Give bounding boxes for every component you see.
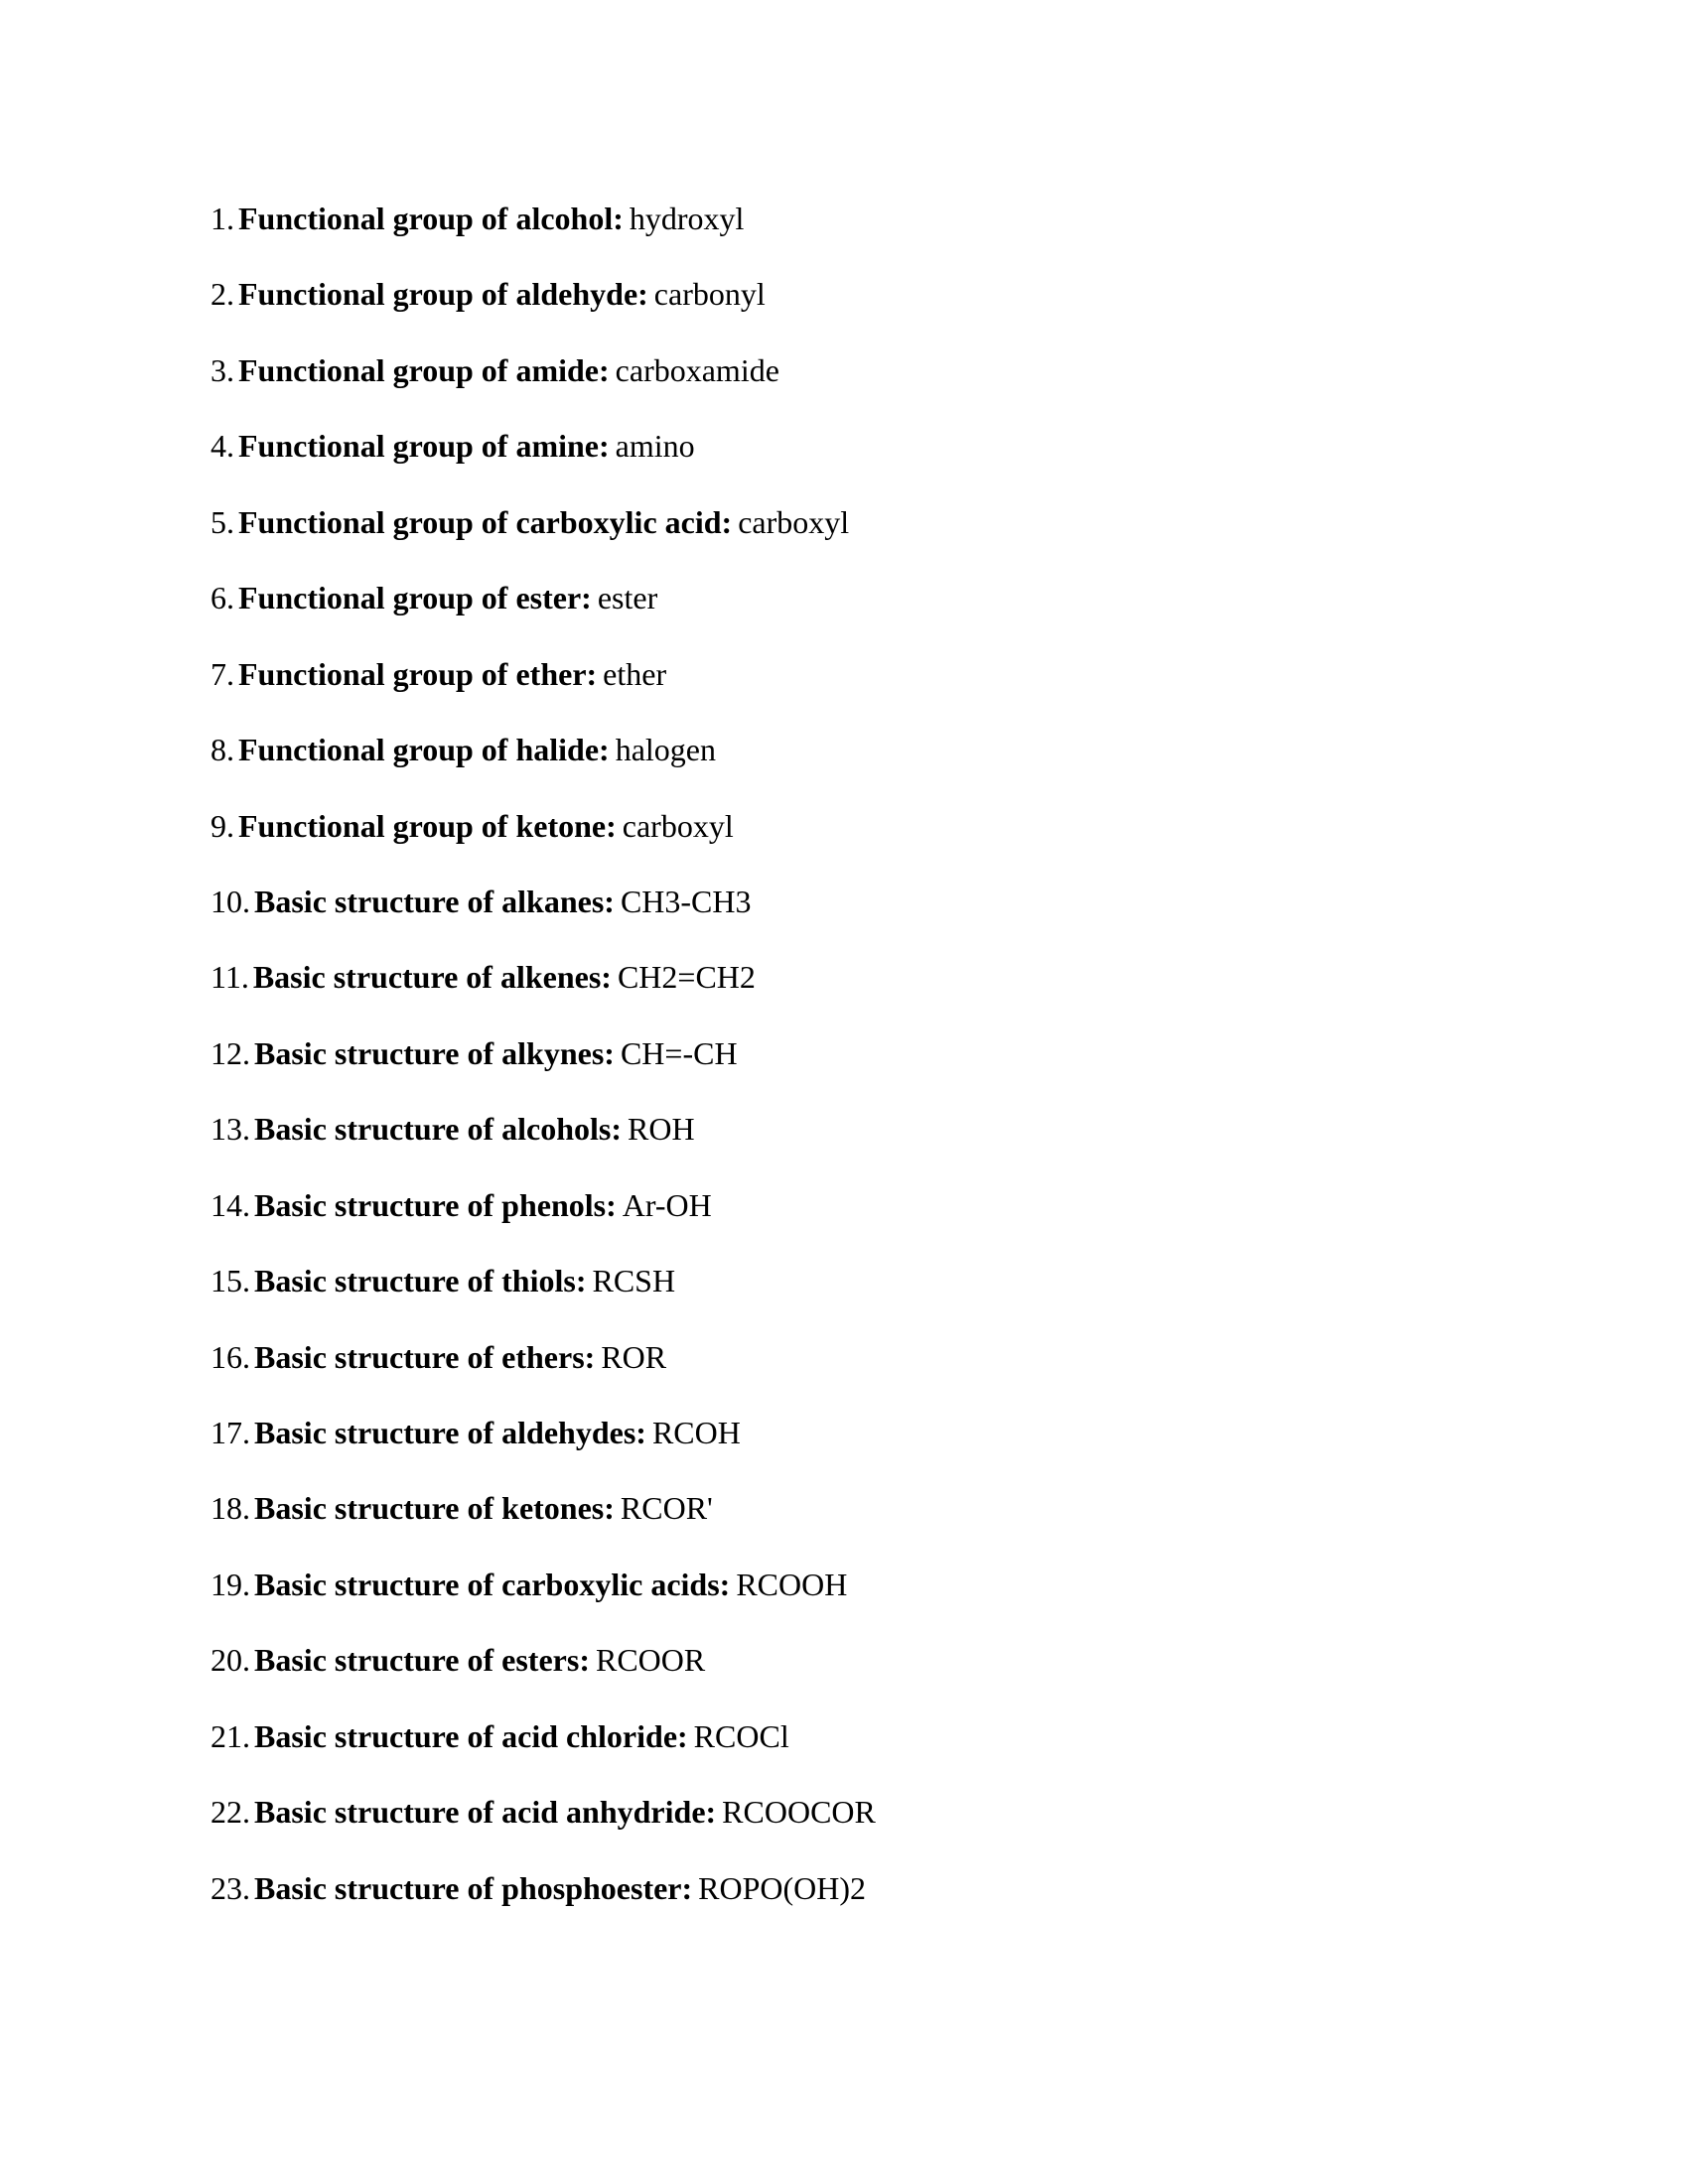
list-item <box>211 1712 876 1788</box>
item-label: Basic structure of alkenes: <box>252 959 612 996</box>
item-list <box>211 195 876 1940</box>
item-value: RCSH <box>592 1263 676 1299</box>
item-number: 9. <box>211 807 234 844</box>
list-item <box>211 1181 876 1257</box>
item-number: 14. <box>211 1186 250 1223</box>
item-number: 5. <box>211 503 234 540</box>
item-number: 13. <box>211 1111 250 1148</box>
item-label: Basic structure of thiols: <box>254 1263 587 1299</box>
item-number: 6. <box>211 580 234 616</box>
item-value: ester <box>597 580 658 616</box>
item-value: Ar-OH <box>622 1186 712 1223</box>
item-number: 23. <box>211 1869 250 1906</box>
item-label: Basic structure of alkanes: <box>254 883 615 919</box>
list-item <box>211 270 876 345</box>
item-value: RCOCl <box>693 1717 789 1754</box>
item-label: Basic structure of phenols: <box>254 1186 617 1223</box>
item-number: 20. <box>211 1642 250 1679</box>
item-number: 10. <box>211 883 250 919</box>
item-value: halogen <box>615 732 716 768</box>
item-label: Functional group of carboxylic acid: <box>238 503 733 540</box>
item-value: hydroxyl <box>629 201 745 236</box>
list-item <box>211 650 876 726</box>
item-label: Functional group of aldehyde: <box>238 276 648 313</box>
list-item <box>211 802 876 878</box>
item-number: 22. <box>211 1794 250 1831</box>
item-value: RCOOCOR <box>722 1794 876 1831</box>
item-value: carboxyl <box>738 503 850 540</box>
item-number: 2. <box>211 276 234 313</box>
item-number: 3. <box>211 351 234 388</box>
item-number: 4. <box>211 428 234 465</box>
list-item <box>211 1257 876 1332</box>
list-item <box>211 574 876 649</box>
item-number: 11. <box>211 959 249 996</box>
item-value: RCOOH <box>736 1566 848 1602</box>
list-item <box>211 498 876 574</box>
item-number: 17. <box>211 1415 250 1450</box>
item-value: ROPO(OH)2 <box>698 1869 867 1906</box>
item-value: carboxyl <box>622 807 734 844</box>
item-label: Functional group of halide: <box>238 732 610 768</box>
item-value: RCOR' <box>620 1490 713 1527</box>
list-item <box>211 195 876 270</box>
list-item <box>211 1484 876 1560</box>
item-label: Functional group of ketone: <box>238 807 617 844</box>
list-item <box>211 346 876 422</box>
item-value: RCOOR <box>595 1642 706 1679</box>
item-label: Basic structure of acid chloride: <box>254 1717 688 1754</box>
item-label: Basic structure of alkynes: <box>254 1034 615 1071</box>
item-label: Basic structure of ketones: <box>254 1490 615 1527</box>
item-label: Basic structure of acid anhydride: <box>254 1794 717 1831</box>
list-item <box>211 422 876 497</box>
item-number: 7. <box>211 655 234 692</box>
item-label: Functional group of alcohol: <box>238 201 624 236</box>
list-item <box>211 1561 876 1636</box>
list-item <box>211 878 876 953</box>
list-item <box>211 1788 876 1863</box>
item-number: 1. <box>211 201 234 236</box>
item-number: 18. <box>211 1490 250 1527</box>
list-item <box>211 726 876 801</box>
item-label: Functional group of ester: <box>238 580 592 616</box>
item-value: amino <box>615 428 695 465</box>
item-number: 19. <box>211 1566 250 1602</box>
item-label: Basic structure of aldehydes: <box>254 1415 646 1450</box>
item-value: CH2=CH2 <box>617 959 756 996</box>
item-label: Basic structure of alcohols: <box>254 1111 623 1148</box>
item-label: Basic structure of phosphoester: <box>254 1869 693 1906</box>
item-value: carboxamide <box>615 351 779 388</box>
list-item <box>211 1409 876 1484</box>
list-item <box>211 1105 876 1180</box>
list-item <box>211 1029 876 1105</box>
list-item <box>211 1333 876 1409</box>
item-number: 21. <box>211 1717 250 1754</box>
item-label: Basic structure of esters: <box>254 1642 590 1679</box>
item-label: Basic structure of ethers: <box>254 1338 596 1375</box>
item-label: Functional group of ether: <box>238 655 598 692</box>
item-value: ROR <box>601 1338 667 1375</box>
item-label: Functional group of amine: <box>238 428 610 465</box>
item-label: Functional group of amide: <box>238 351 610 388</box>
list-item <box>211 1636 876 1711</box>
list-item <box>211 1864 876 1940</box>
item-value: CH3-CH3 <box>620 883 752 919</box>
item-label: Basic structure of carboxylic acids: <box>254 1566 731 1602</box>
list-item <box>211 953 876 1028</box>
item-value: RCOH <box>651 1415 741 1450</box>
item-number: 16. <box>211 1338 250 1375</box>
item-value: ether <box>603 655 667 692</box>
item-number: 12. <box>211 1034 250 1071</box>
item-number: 15. <box>211 1263 250 1299</box>
item-value: carbonyl <box>653 276 766 313</box>
item-value: ROH <box>628 1111 695 1148</box>
item-number: 8. <box>211 732 234 768</box>
item-value: CH=-CH <box>620 1034 738 1071</box>
